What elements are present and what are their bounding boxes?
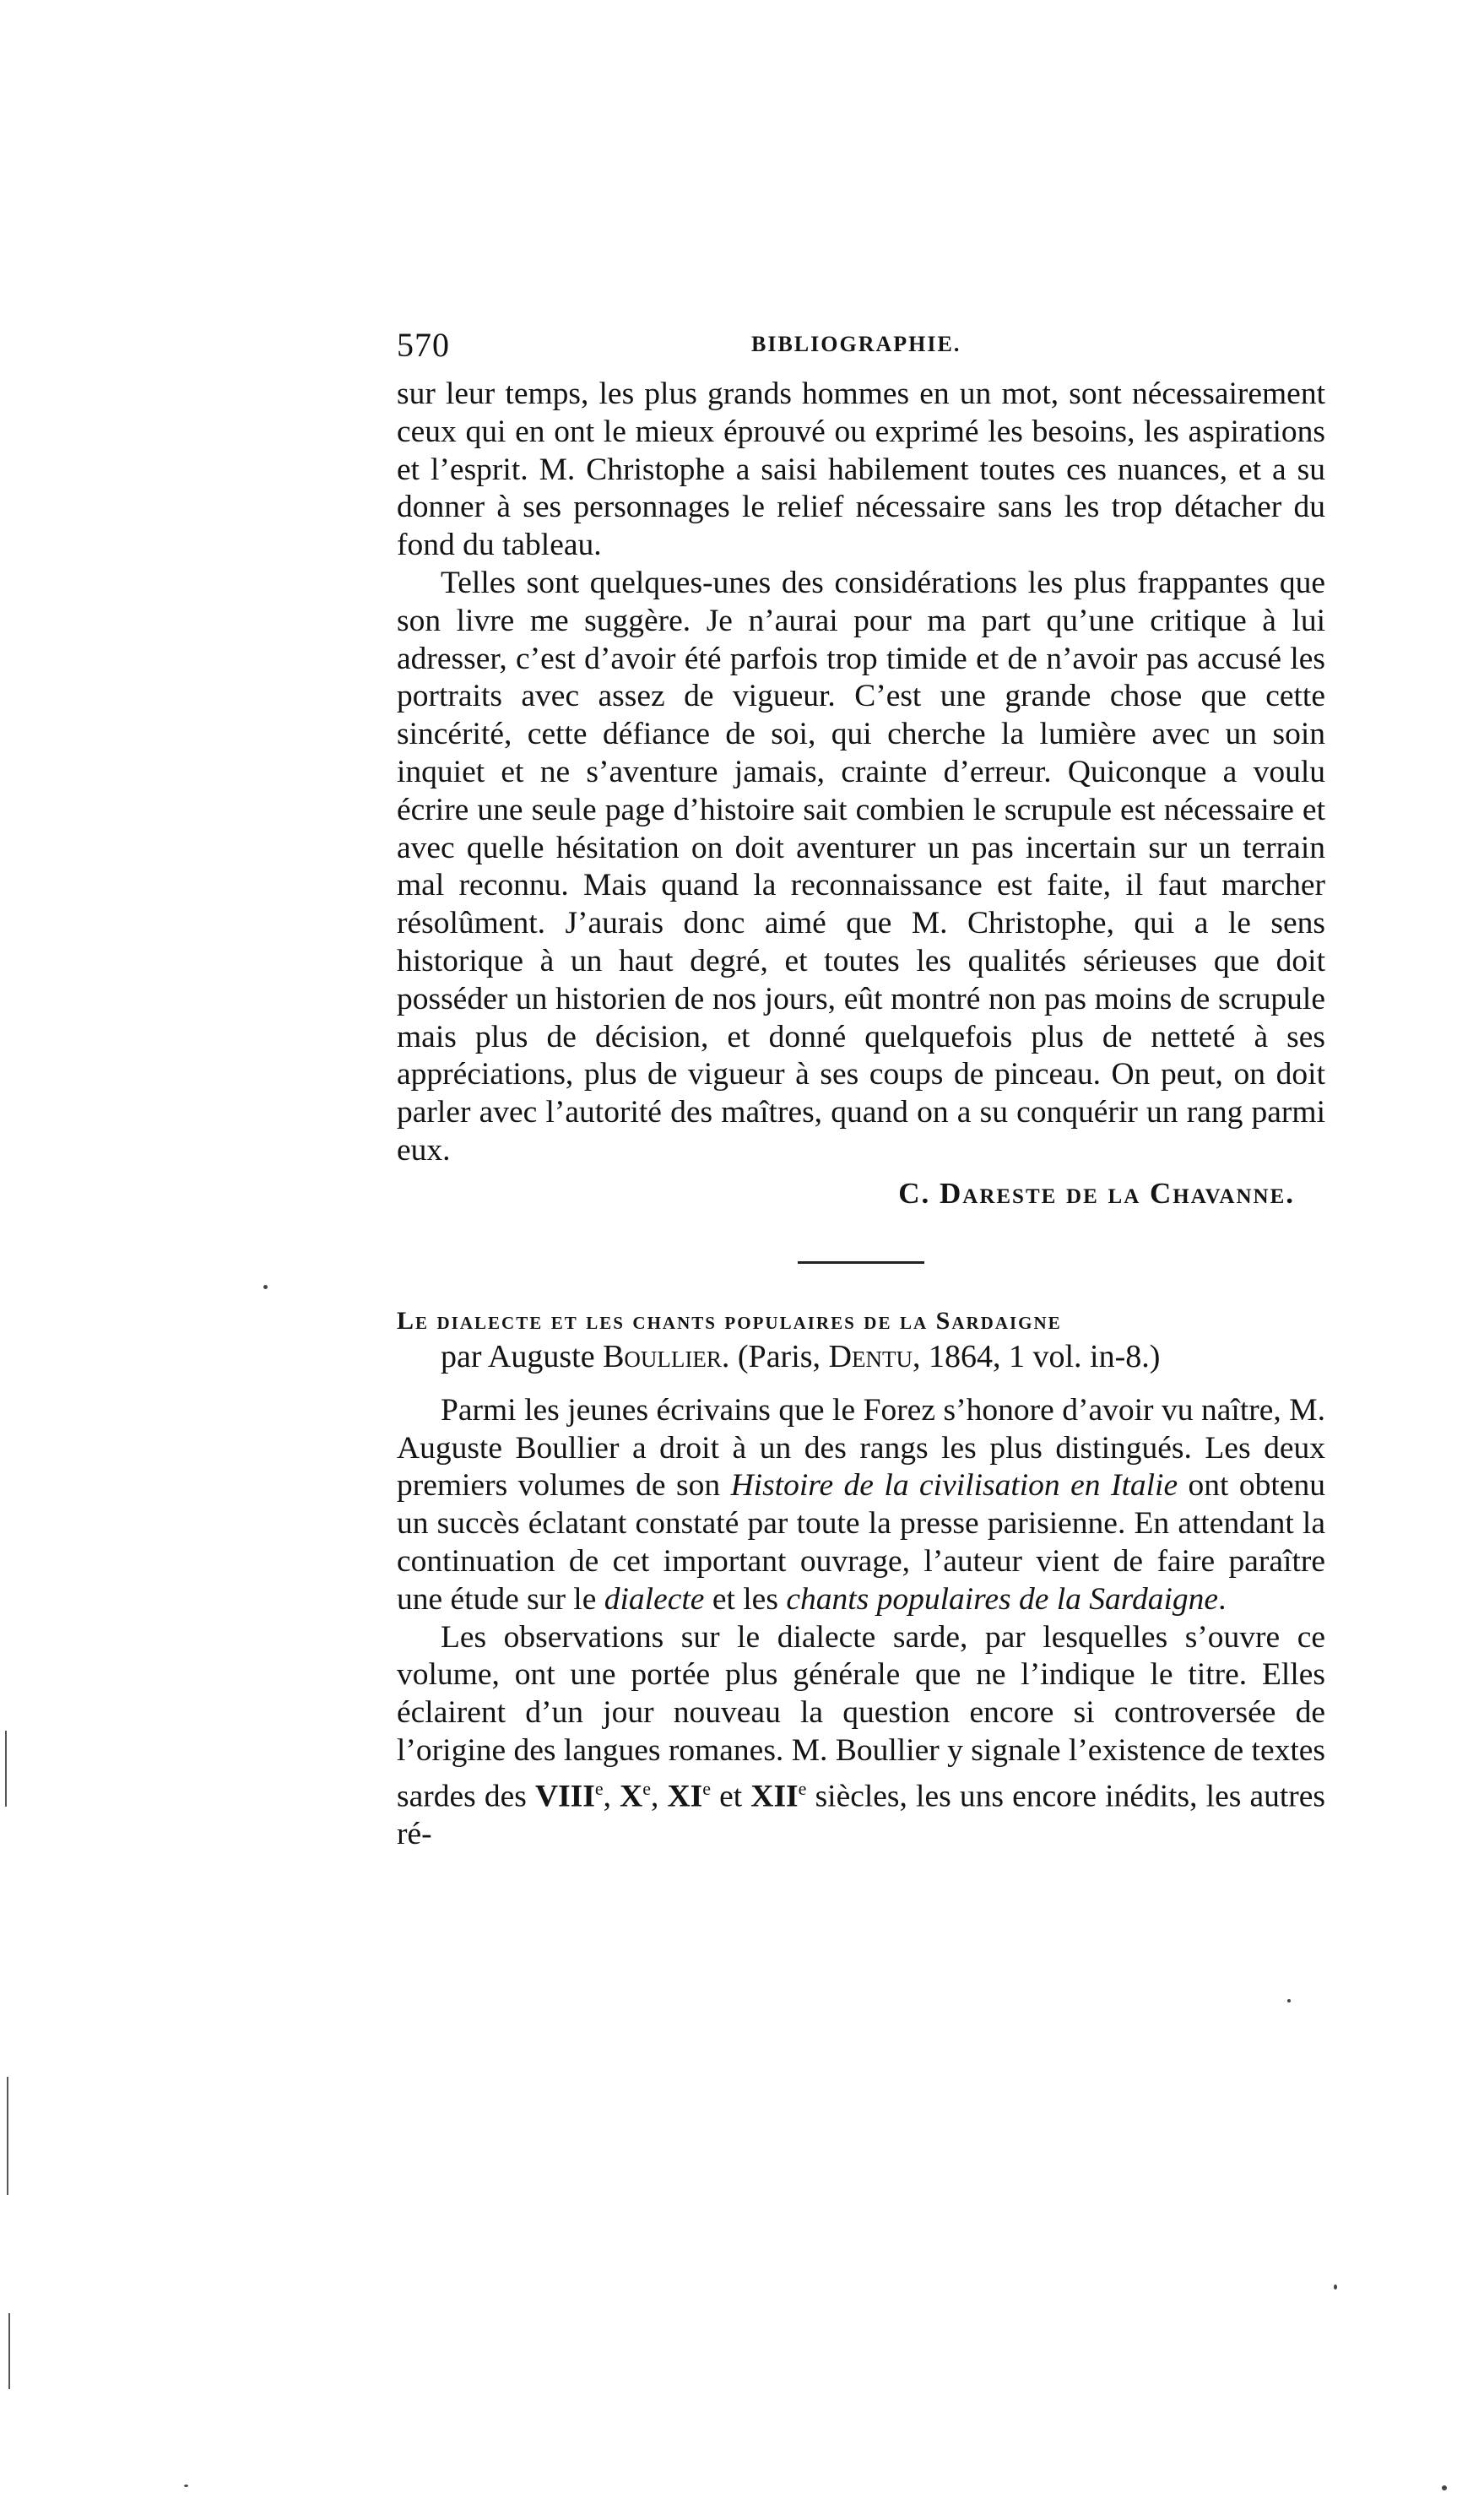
byline-prefix: par Auguste xyxy=(441,1338,604,1374)
speck xyxy=(263,1285,268,1289)
byline-rest: , 1864, 1 vol. in-8.) xyxy=(913,1338,1161,1374)
book-title-italic: Histoire de la civilisation en Italie xyxy=(730,1468,1178,1504)
review-continuation xyxy=(397,376,1325,1170)
paragraph xyxy=(397,1619,1325,1854)
text-run: Les observations sur le dialecte sarde, par lesquelles s’ouvre ce volume, ont une portée plus générale que ne l’indique le titre. Elles éclairent d’un jour nouveau la question encore si controversée de l’origine des langues romanes. M. Boullier y signale l’existence de textes sardes des xyxy=(397,1619,1325,1814)
text-run: siècles, les uns encore inédits, les autres ré- xyxy=(397,1779,1326,1851)
century-numeral: VIII xyxy=(535,1779,595,1814)
text-run: Parmi les jeunes écrivains que le Forez s’honore d’avoir vu naître, M. Auguste Boullier a droit à un des rangs les plus distingués. Les deux premiers volumes de son xyxy=(397,1392,1325,1504)
text-run: . xyxy=(1218,1581,1227,1617)
scan-margin-mark xyxy=(8,2313,10,2389)
century-numeral: XII xyxy=(750,1779,799,1814)
running-head xyxy=(397,325,1325,376)
byline-publisher: Dentu xyxy=(828,1338,913,1374)
superscript: e xyxy=(798,1777,807,1799)
scan-margin-mark xyxy=(5,1731,7,1807)
speck xyxy=(184,2485,188,2487)
century-numeral: XI xyxy=(667,1779,703,1814)
text-run: ont obtenu un succès éclatant constaté par toute la presse parisienne. En attendant la continuation de cet important ouvrage, l’auteur vient de faire paraître une étude sur le xyxy=(397,1468,1325,1617)
author-signature: C. Dareste de la Chavanne. xyxy=(898,1176,1295,1210)
text-column xyxy=(397,325,1325,1854)
page-number: 570 xyxy=(397,326,450,364)
scan-margin-mark xyxy=(7,2077,8,2195)
section-title: BIBLIOGRAPHIE. xyxy=(751,332,961,356)
review-heading xyxy=(397,1304,1325,1338)
italic-term: dialecte xyxy=(604,1581,705,1617)
speck xyxy=(1287,1999,1291,2002)
italic-term: chants populaires de la Sardaigne xyxy=(786,1581,1219,1617)
century-numeral: X xyxy=(620,1779,643,1814)
paragraph: sur leur temps, les plus grands hommes en un mot, sont nécessairement ceux qui en ont le mieux éprouvé ou exprimé les besoins, les aspirations et l’esprit. M. Christophe a saisi habilement toutes ces nuances, et a su donner à ses personnages le relief nécessaire sans les trop détacher du fond du tableau. xyxy=(397,377,1325,563)
superscript: e xyxy=(594,1777,604,1799)
separator: , xyxy=(651,1779,668,1814)
byline-author: Boullier. xyxy=(603,1338,730,1374)
superscript: e xyxy=(642,1777,652,1799)
paragraph xyxy=(397,1392,1325,1619)
byline-pub: (Paris, xyxy=(729,1338,829,1374)
review-body xyxy=(397,1392,1325,1854)
paragraph: Telles sont quelques-unes des considérations les plus frappantes que son livre me suggère. Je n’aurai pour ma part qu’une critique à lui adresser, c’est d’avoir été parfois trop timide et de n’avoir pas accusé les portraits avec assez de vigueur. C’est une grande chose que cette sincérité, cette défiance de soi, qui cherche la lumière avec un soin inquiet et ne s’aventure jamais, crainte d’erreur. Quiconque a voulu écrire une seule page d’histoire sait combien le scrupule est nécessaire et avec quelle hésitation on doit aventurer un pas incertain sur un terrain mal reconnu. Mais quand la reconnaissance est faite, il faut marcher résolûment. J’aurais donc aimé que M. Christophe, qui a le sens historique à un haut degré, et toutes les qualités sérieuses que doit posséder un historien de nos jours, eût montré non pas moins de scrupule mais plus de décision, et donné quelquefois plus de netteté à ses appréciations, plus de vigueur à ses coups de pinceau. On peut, on doit parler avec l’autorité des maîtres, quand on a su conquérir un rang parmi eux. xyxy=(397,565,1325,1168)
speck xyxy=(1442,2485,1447,2490)
review-title: Le dialecte et les chants populaires de la Sardaigne xyxy=(397,1306,1062,1335)
superscript: e xyxy=(702,1777,712,1799)
section-divider xyxy=(798,1261,924,1264)
speck xyxy=(1334,2284,1337,2290)
separator: , xyxy=(603,1779,620,1814)
separator: et xyxy=(711,1779,751,1814)
review-byline xyxy=(397,1338,1325,1375)
text-run: et les xyxy=(704,1581,787,1617)
